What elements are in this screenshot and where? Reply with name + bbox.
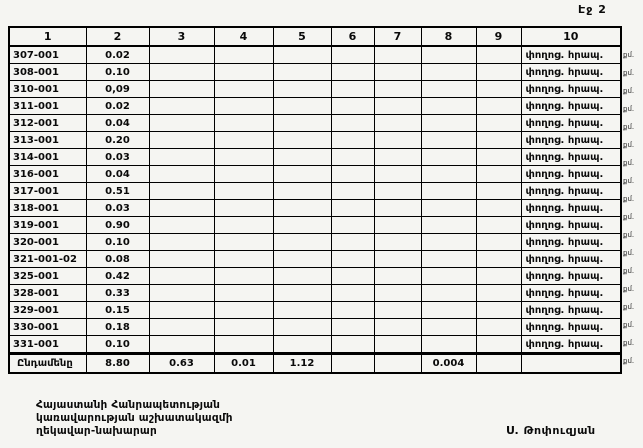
margin-note: քմ. bbox=[623, 321, 635, 329]
value-cell: 0,09 bbox=[86, 81, 149, 98]
designation-cell: փողոց. հրապ. bbox=[521, 319, 621, 336]
empty-cell bbox=[149, 64, 214, 81]
empty-cell bbox=[214, 217, 273, 234]
empty-cell bbox=[331, 115, 374, 132]
code-cell: 320-001 bbox=[9, 234, 86, 251]
code-cell: 313-001 bbox=[9, 132, 86, 149]
empty-cell bbox=[374, 64, 421, 81]
empty-cell bbox=[421, 64, 476, 81]
empty-cell bbox=[374, 251, 421, 268]
empty-cell bbox=[273, 200, 331, 217]
empty-cell bbox=[331, 149, 374, 166]
margin-note: քմ. bbox=[623, 87, 635, 95]
empty-cell bbox=[331, 81, 374, 98]
margin-note: քմ. bbox=[623, 231, 635, 239]
empty-cell bbox=[374, 217, 421, 234]
code-cell: 308-001 bbox=[9, 64, 86, 81]
empty-cell bbox=[374, 302, 421, 319]
footer-org-line-1: Հայաստանի Հանրապետության bbox=[36, 399, 221, 411]
column-header-4: 4 bbox=[214, 27, 273, 46]
empty-cell bbox=[331, 166, 374, 183]
footer-org-line-2: կառավարության աշխատակազմի bbox=[36, 411, 233, 424]
empty-cell bbox=[476, 149, 521, 166]
table-row bbox=[9, 302, 621, 319]
empty-cell bbox=[149, 132, 214, 149]
empty-cell bbox=[374, 336, 421, 354]
value-cell: 0.08 bbox=[86, 251, 149, 268]
designation-cell: փողոց. հրապ. bbox=[521, 200, 621, 217]
empty-cell bbox=[149, 149, 214, 166]
column-header-2: 2 bbox=[86, 27, 149, 46]
footer-organization-block bbox=[36, 399, 233, 437]
code-cell: 317-001 bbox=[9, 183, 86, 200]
empty-cell bbox=[476, 98, 521, 115]
designation-cell: փողոց. հրապ. bbox=[521, 285, 621, 302]
margin-note: քմ. bbox=[623, 195, 635, 203]
value-cell: 0.02 bbox=[86, 98, 149, 115]
empty-cell bbox=[214, 251, 273, 268]
table-header bbox=[9, 27, 621, 46]
empty-cell bbox=[214, 81, 273, 98]
empty-cell bbox=[273, 46, 331, 64]
empty-cell bbox=[374, 354, 421, 374]
total-value-cell: 0.004 bbox=[421, 354, 476, 374]
empty-cell bbox=[374, 98, 421, 115]
column-header-9: 9 bbox=[476, 27, 521, 46]
empty-cell bbox=[214, 302, 273, 319]
empty-cell bbox=[214, 319, 273, 336]
margin-note: քմ. bbox=[623, 267, 635, 275]
empty-cell bbox=[149, 268, 214, 285]
total-value-cell: 0.63 bbox=[149, 354, 214, 374]
empty-cell bbox=[421, 217, 476, 234]
empty-cell bbox=[214, 183, 273, 200]
empty-cell bbox=[331, 132, 374, 149]
table-row bbox=[9, 217, 621, 234]
empty-cell bbox=[374, 115, 421, 132]
margin-note: քմ. bbox=[623, 159, 635, 167]
empty-cell bbox=[149, 183, 214, 200]
value-cell: 0.15 bbox=[86, 302, 149, 319]
table-row bbox=[9, 81, 621, 98]
designation-cell: փողոց. հրապ. bbox=[521, 302, 621, 319]
empty-cell bbox=[331, 64, 374, 81]
total-label-cell: Ընդամենը bbox=[9, 354, 86, 374]
empty-cell bbox=[476, 234, 521, 251]
empty-cell bbox=[421, 285, 476, 302]
designation-cell: փողոց. հրապ. bbox=[521, 234, 621, 251]
empty-cell bbox=[273, 81, 331, 98]
empty-cell bbox=[374, 183, 421, 200]
empty-cell bbox=[149, 285, 214, 302]
empty-cell bbox=[374, 149, 421, 166]
empty-cell bbox=[273, 336, 331, 354]
empty-cell bbox=[331, 183, 374, 200]
margin-note: քմ. bbox=[623, 105, 635, 113]
margin-note: քմ. bbox=[623, 69, 635, 77]
empty-cell bbox=[273, 64, 331, 81]
empty-cell bbox=[273, 319, 331, 336]
margin-note: քմ. bbox=[623, 213, 635, 221]
value-cell: 0.02 bbox=[86, 46, 149, 64]
value-cell: 0.03 bbox=[86, 200, 149, 217]
empty-cell bbox=[149, 115, 214, 132]
empty-cell bbox=[331, 217, 374, 234]
designation-cell: փողոց. հրապ. bbox=[521, 217, 621, 234]
code-cell: 316-001 bbox=[9, 166, 86, 183]
designation-cell: փողոց. հրապ. bbox=[521, 251, 621, 268]
empty-cell bbox=[331, 319, 374, 336]
empty-cell bbox=[149, 302, 214, 319]
empty-cell bbox=[421, 132, 476, 149]
empty-cell bbox=[374, 166, 421, 183]
empty-cell bbox=[476, 64, 521, 81]
column-header-1: 1 bbox=[9, 27, 86, 46]
empty-cell bbox=[476, 354, 521, 374]
empty-cell bbox=[421, 46, 476, 64]
table-row bbox=[9, 46, 621, 64]
empty-cell bbox=[273, 302, 331, 319]
empty-cell bbox=[374, 81, 421, 98]
empty-cell bbox=[214, 234, 273, 251]
empty-cell bbox=[214, 149, 273, 166]
empty-cell bbox=[476, 115, 521, 132]
code-cell: 310-001 bbox=[9, 81, 86, 98]
empty-cell bbox=[476, 166, 521, 183]
value-cell: 0.04 bbox=[86, 166, 149, 183]
empty-cell bbox=[374, 285, 421, 302]
empty-cell bbox=[273, 251, 331, 268]
table-row bbox=[9, 149, 621, 166]
empty-cell bbox=[331, 336, 374, 354]
code-cell: 319-001 bbox=[9, 217, 86, 234]
code-cell: 314-001 bbox=[9, 149, 86, 166]
empty-cell bbox=[374, 46, 421, 64]
empty-cell bbox=[149, 81, 214, 98]
margin-note: քմ. bbox=[623, 177, 635, 185]
empty-cell bbox=[331, 251, 374, 268]
designation-cell: փողոց. հրապ. bbox=[521, 183, 621, 200]
designation-cell: փողոց. հրապ. bbox=[521, 46, 621, 64]
designation-cell: փողոց. հրապ. bbox=[521, 336, 621, 354]
value-cell: 0.42 bbox=[86, 268, 149, 285]
data-table bbox=[8, 26, 622, 374]
value-cell: 0.90 bbox=[86, 217, 149, 234]
column-header-row bbox=[9, 27, 621, 46]
empty-cell bbox=[331, 268, 374, 285]
right-margin-notes bbox=[623, 46, 643, 370]
empty-cell bbox=[421, 166, 476, 183]
empty-cell bbox=[421, 302, 476, 319]
empty-cell bbox=[214, 285, 273, 302]
empty-cell bbox=[421, 319, 476, 336]
empty-cell bbox=[374, 234, 421, 251]
empty-cell bbox=[476, 302, 521, 319]
empty-cell bbox=[273, 166, 331, 183]
table-row bbox=[9, 319, 621, 336]
empty-cell bbox=[149, 319, 214, 336]
empty-cell bbox=[214, 98, 273, 115]
empty-cell bbox=[421, 81, 476, 98]
empty-cell bbox=[273, 115, 331, 132]
empty-cell bbox=[214, 115, 273, 132]
code-cell: 331-001 bbox=[9, 336, 86, 354]
empty-cell bbox=[331, 234, 374, 251]
total-value-cell: 1.12 bbox=[273, 354, 331, 374]
empty-cell bbox=[476, 46, 521, 64]
table-row bbox=[9, 183, 621, 200]
table-row bbox=[9, 98, 621, 115]
empty-cell bbox=[214, 336, 273, 354]
code-cell: 328-001 bbox=[9, 285, 86, 302]
table-row bbox=[9, 132, 621, 149]
table-row bbox=[9, 115, 621, 132]
code-cell: 329-001 bbox=[9, 302, 86, 319]
designation-cell: փողոց. հրապ. bbox=[521, 268, 621, 285]
designation-cell: փողոց. հրապ. bbox=[521, 81, 621, 98]
code-cell: 318-001 bbox=[9, 200, 86, 217]
empty-cell bbox=[421, 200, 476, 217]
empty-cell bbox=[273, 98, 331, 115]
empty-cell bbox=[149, 336, 214, 354]
margin-note: քմ. bbox=[623, 339, 635, 347]
empty-cell bbox=[421, 336, 476, 354]
page-number-label: Էջ 2 bbox=[578, 3, 607, 16]
designation-cell: փողոց. հրապ. bbox=[521, 115, 621, 132]
table-body bbox=[9, 46, 621, 373]
column-header-5: 5 bbox=[273, 27, 331, 46]
empty-cell bbox=[421, 268, 476, 285]
table-row bbox=[9, 268, 621, 285]
total-row bbox=[9, 354, 621, 374]
value-cell: 0.04 bbox=[86, 115, 149, 132]
empty-cell bbox=[331, 200, 374, 217]
code-cell: 325-001 bbox=[9, 268, 86, 285]
empty-cell bbox=[521, 354, 621, 374]
designation-cell: փողոց. հրապ. bbox=[521, 132, 621, 149]
value-cell: 0.10 bbox=[86, 336, 149, 354]
empty-cell bbox=[476, 183, 521, 200]
empty-cell bbox=[331, 354, 374, 374]
empty-cell bbox=[331, 46, 374, 64]
empty-cell bbox=[476, 285, 521, 302]
empty-cell bbox=[331, 285, 374, 302]
margin-note: քմ. bbox=[623, 123, 635, 131]
empty-cell bbox=[331, 98, 374, 115]
value-cell: 0.10 bbox=[86, 64, 149, 81]
code-cell: 312-001 bbox=[9, 115, 86, 132]
column-header-8: 8 bbox=[421, 27, 476, 46]
column-header-10: 10 bbox=[521, 27, 621, 46]
total-value-cell: 0.01 bbox=[214, 354, 273, 374]
empty-cell bbox=[214, 64, 273, 81]
empty-cell bbox=[476, 132, 521, 149]
margin-note: քմ. bbox=[623, 303, 635, 311]
total-value-cell: 8.80 bbox=[86, 354, 149, 374]
empty-cell bbox=[421, 183, 476, 200]
empty-cell bbox=[374, 319, 421, 336]
empty-cell bbox=[421, 149, 476, 166]
code-cell: 307-001 bbox=[9, 46, 86, 64]
empty-cell bbox=[421, 98, 476, 115]
empty-cell bbox=[476, 217, 521, 234]
designation-cell: փողոց. հրապ. bbox=[521, 64, 621, 81]
empty-cell bbox=[331, 302, 374, 319]
margin-note: քմ. bbox=[623, 285, 635, 293]
empty-cell bbox=[149, 217, 214, 234]
empty-cell bbox=[214, 166, 273, 183]
empty-cell bbox=[273, 183, 331, 200]
empty-cell bbox=[149, 98, 214, 115]
value-cell: 0.51 bbox=[86, 183, 149, 200]
table-row bbox=[9, 251, 621, 268]
empty-cell bbox=[273, 217, 331, 234]
empty-cell bbox=[476, 268, 521, 285]
designation-cell: փողոց. հրապ. bbox=[521, 166, 621, 183]
empty-cell bbox=[273, 234, 331, 251]
empty-cell bbox=[149, 46, 214, 64]
empty-cell bbox=[149, 166, 214, 183]
empty-cell bbox=[273, 268, 331, 285]
empty-cell bbox=[476, 251, 521, 268]
empty-cell bbox=[214, 132, 273, 149]
value-cell: 0.33 bbox=[86, 285, 149, 302]
empty-cell bbox=[214, 200, 273, 217]
margin-note: քմ. bbox=[623, 51, 635, 59]
empty-cell bbox=[421, 234, 476, 251]
code-cell: 330-001 bbox=[9, 319, 86, 336]
empty-cell bbox=[374, 268, 421, 285]
empty-cell bbox=[214, 268, 273, 285]
empty-cell bbox=[374, 200, 421, 217]
table-row bbox=[9, 200, 621, 217]
empty-cell bbox=[476, 336, 521, 354]
table-row bbox=[9, 285, 621, 302]
code-cell: 321-001-02 bbox=[9, 251, 86, 268]
empty-cell bbox=[149, 234, 214, 251]
footer-org-line-3: ղեկավար-նախարար bbox=[36, 424, 157, 437]
empty-cell bbox=[421, 251, 476, 268]
empty-cell bbox=[273, 285, 331, 302]
column-header-3: 3 bbox=[149, 27, 214, 46]
margin-note: քմ. bbox=[623, 141, 635, 149]
empty-cell bbox=[273, 149, 331, 166]
column-header-6: 6 bbox=[331, 27, 374, 46]
signature-name: Ս. Թոփուզյան bbox=[506, 424, 596, 437]
table-row bbox=[9, 336, 621, 354]
value-cell: 0.10 bbox=[86, 234, 149, 251]
margin-note: քմ. bbox=[623, 249, 635, 257]
designation-cell: փողոց. հրապ. bbox=[521, 98, 621, 115]
empty-cell bbox=[374, 132, 421, 149]
column-header-7: 7 bbox=[374, 27, 421, 46]
empty-cell bbox=[149, 200, 214, 217]
designation-cell: փողոց. հրապ. bbox=[521, 149, 621, 166]
code-cell: 311-001 bbox=[9, 98, 86, 115]
empty-cell bbox=[214, 46, 273, 64]
empty-cell bbox=[149, 251, 214, 268]
table-row bbox=[9, 234, 621, 251]
value-cell: 0.20 bbox=[86, 132, 149, 149]
empty-cell bbox=[476, 81, 521, 98]
value-cell: 0.18 bbox=[86, 319, 149, 336]
empty-cell bbox=[476, 200, 521, 217]
empty-cell bbox=[273, 132, 331, 149]
table-row bbox=[9, 64, 621, 81]
margin-note: քմ. bbox=[623, 357, 635, 365]
table-row bbox=[9, 166, 621, 183]
empty-cell bbox=[421, 115, 476, 132]
value-cell: 0.03 bbox=[86, 149, 149, 166]
empty-cell bbox=[476, 319, 521, 336]
